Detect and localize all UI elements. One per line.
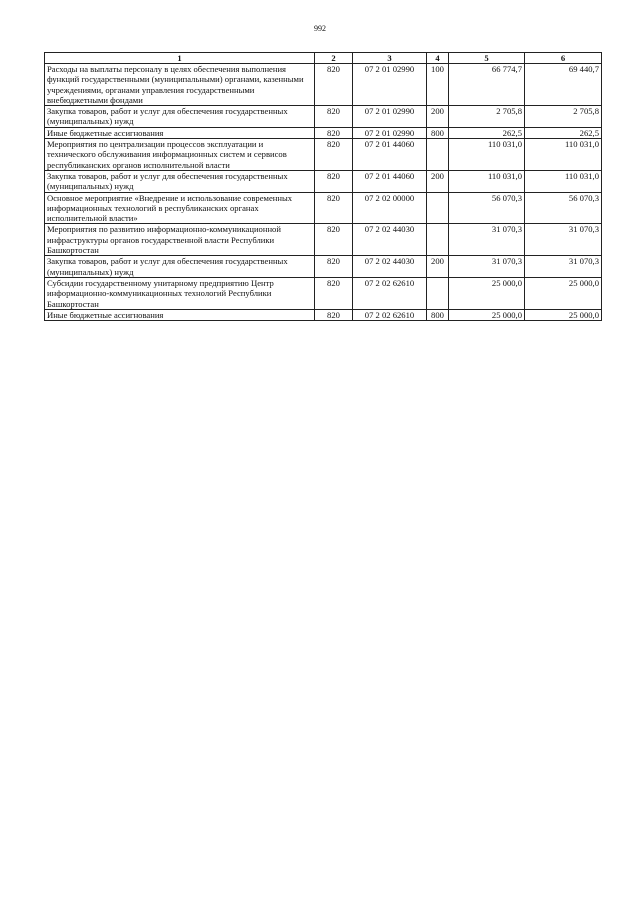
expense-name: Мероприятия по развитию информационно-коммуникационной инфраструктуры органов государственной власти Республики Башкортостан — [45, 224, 315, 256]
amount-year-2: 69 440,7 — [525, 64, 602, 106]
expense-name: Мероприятия по централизации процессов эксплуатации и технического обслуживания информационных систем и сервисов республиканских органов исполнительной власти — [45, 139, 315, 171]
expense-name: Основное мероприятие «Внедрение и использование современных информационных технологий в республиканских органах исполнительной власти» — [45, 192, 315, 224]
table-row — [45, 224, 602, 256]
expense-type: 200 — [427, 106, 449, 128]
column-header: 5 — [449, 53, 525, 64]
amount-year-2: 31 070,3 — [525, 256, 602, 278]
table-row — [45, 170, 602, 192]
gov-code: 820 — [315, 170, 353, 192]
expense-type: 800 — [427, 127, 449, 138]
expense-type: 100 — [427, 64, 449, 106]
column-header: 2 — [315, 53, 353, 64]
expense-type: 800 — [427, 309, 449, 320]
target-code: 07 2 02 62610 — [353, 277, 427, 309]
target-code: 07 2 01 02990 — [353, 64, 427, 106]
amount-year-2: 31 070,3 — [525, 224, 602, 256]
table-header-row — [45, 53, 602, 64]
amount-year-1: 25 000,0 — [449, 277, 525, 309]
expense-name: Иные бюджетные ассигнования — [45, 309, 315, 320]
expense-type: 200 — [427, 256, 449, 278]
expense-name: Закупка товаров, работ и услуг для обеспечения государственных (муниципальных) нужд — [45, 106, 315, 128]
gov-code: 820 — [315, 64, 353, 106]
expense-type — [427, 139, 449, 171]
amount-year-2: 110 031,0 — [525, 139, 602, 171]
amount-year-2: 110 031,0 — [525, 170, 602, 192]
column-header: 4 — [427, 53, 449, 64]
amount-year-2: 262,5 — [525, 127, 602, 138]
gov-code: 820 — [315, 309, 353, 320]
column-header: 6 — [525, 53, 602, 64]
amount-year-1: 66 774,7 — [449, 64, 525, 106]
amount-year-2: 25 000,0 — [525, 309, 602, 320]
table-row — [45, 106, 602, 128]
gov-code: 820 — [315, 192, 353, 224]
table-row — [45, 64, 602, 106]
gov-code: 820 — [315, 106, 353, 128]
amount-year-1: 31 070,3 — [449, 224, 525, 256]
expense-name: Расходы на выплаты персоналу в целях обеспечения выполнения функций государственными (муниципальными) органами, казенными учреждениями, органами управления государственными внебюджетными фондами — [45, 64, 315, 106]
amount-year-2: 56 070,3 — [525, 192, 602, 224]
target-code: 07 2 02 44030 — [353, 224, 427, 256]
table-row — [45, 309, 602, 320]
table-row — [45, 277, 602, 309]
expense-name: Закупка товаров, работ и услуг для обеспечения государственных (муниципальных) нужд — [45, 256, 315, 278]
target-code: 07 2 02 00000 — [353, 192, 427, 224]
expense-name: Иные бюджетные ассигнования — [45, 127, 315, 138]
expense-type — [427, 224, 449, 256]
amount-year-1: 262,5 — [449, 127, 525, 138]
budget-table — [44, 52, 602, 321]
page-number: 992 — [314, 24, 326, 33]
table-row — [45, 192, 602, 224]
target-code: 07 2 01 44060 — [353, 170, 427, 192]
amount-year-1: 110 031,0 — [449, 170, 525, 192]
column-header: 3 — [353, 53, 427, 64]
gov-code: 820 — [315, 127, 353, 138]
amount-year-1: 110 031,0 — [449, 139, 525, 171]
expense-type — [427, 277, 449, 309]
target-code: 07 2 02 62610 — [353, 309, 427, 320]
amount-year-2: 25 000,0 — [525, 277, 602, 309]
table-row — [45, 127, 602, 138]
amount-year-1: 25 000,0 — [449, 309, 525, 320]
gov-code: 820 — [315, 277, 353, 309]
amount-year-2: 2 705,8 — [525, 106, 602, 128]
target-code: 07 2 01 02990 — [353, 106, 427, 128]
expense-type — [427, 192, 449, 224]
column-header: 1 — [45, 53, 315, 64]
expense-name: Закупка товаров, работ и услуг для обеспечения государственных (муниципальных) нужд — [45, 170, 315, 192]
amount-year-1: 2 705,8 — [449, 106, 525, 128]
expense-name: Субсидии государственному унитарному предприятию Центр информационно-коммуникационных технологий Республики Башкортостан — [45, 277, 315, 309]
amount-year-1: 56 070,3 — [449, 192, 525, 224]
target-code: 07 2 01 44060 — [353, 139, 427, 171]
target-code: 07 2 02 44030 — [353, 256, 427, 278]
gov-code: 820 — [315, 139, 353, 171]
gov-code: 820 — [315, 224, 353, 256]
table-row — [45, 256, 602, 278]
table-row — [45, 139, 602, 171]
target-code: 07 2 01 02990 — [353, 127, 427, 138]
expense-type: 200 — [427, 170, 449, 192]
amount-year-1: 31 070,3 — [449, 256, 525, 278]
gov-code: 820 — [315, 256, 353, 278]
